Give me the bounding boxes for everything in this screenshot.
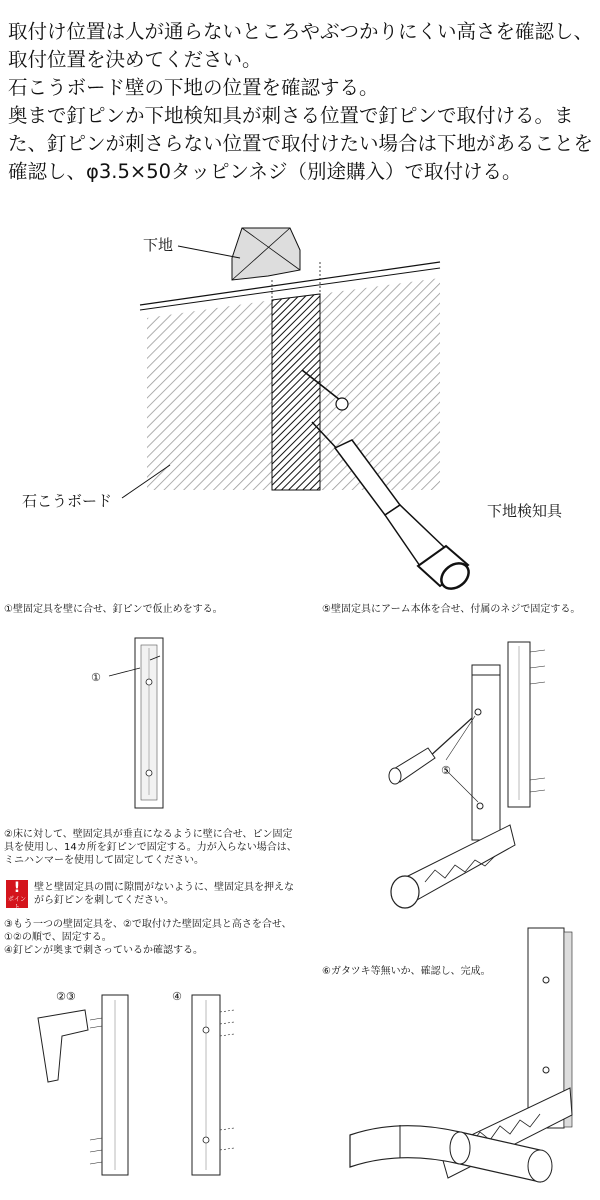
- step-4-caption: ④釘ピンが奥まで刺さっているか確認する。: [4, 945, 203, 956]
- step-5-caption: ⑤壁固定具にアーム本体を合せ、付属のネジで固定する。: [322, 604, 581, 615]
- step-2-3-illustration: [30, 990, 150, 1200]
- stud-top-block: [232, 228, 300, 280]
- step-5-illustration: [380, 620, 600, 920]
- intro-line-3: 奥まで釘ピンか下地検知具が刺さる位置で釘ピンで取付ける。また、釘ピンが刺さらない位置で取付けたい場合は下地があることを確認し、φ3.5×50タッピンネジ（別途購入）で取付ける。: [8, 104, 594, 183]
- intro-line-1: 取付け位置は人が通らないところやぶつかりにくい高さを確認し、取付位置を決めてください。: [8, 20, 594, 71]
- step-4-marker: ④: [172, 990, 182, 1003]
- gypsum-board-right: [320, 278, 440, 490]
- step-6-illustration: [340, 920, 600, 1200]
- point-label: ポイント: [7, 896, 26, 911]
- step-2-3-marker: ②③: [56, 990, 76, 1003]
- step-4-illustration: [180, 990, 260, 1200]
- step-6-caption: ⑥ガタツキ等無いか、確認し、完成。: [322, 966, 491, 977]
- step-3-caption: ③もう一つの壁固定具を、②で取付けた壁固定具と高さを合せ、①②の順で、固定する。: [4, 919, 292, 943]
- label-shitaji: 下地: [143, 236, 174, 254]
- step-1-marker: ①: [91, 671, 101, 684]
- step-2-caption: ②床に対して、壁固定具が垂直になるように壁に合せ、ピン固定具を使用し、14カ所を釘ピンで固定する。力が入らない場合は、ミニハンマーを使用して固定してください。: [4, 829, 297, 866]
- point-exclamation: !: [13, 880, 21, 896]
- point-icon: [6, 880, 28, 911]
- stud: [272, 294, 320, 490]
- label-gypsum-board: 石こうボード: [22, 492, 113, 510]
- gypsum-board-left: [147, 300, 272, 490]
- step-5-marker: ⑤: [441, 764, 451, 777]
- intro-line-2: 石こうボード壁の下地の位置を確認する。: [8, 76, 379, 99]
- point-text: 壁と壁固定具の間に隙間がないように、壁固定具を押えながら釘ピンを刺してください。: [34, 882, 294, 906]
- step-1-illustration: [0, 620, 300, 810]
- label-detector: 下地検知具: [487, 502, 563, 520]
- step-1-caption: ①壁固定具を壁に合せ、釘ピンで仮止めをする。: [4, 604, 223, 615]
